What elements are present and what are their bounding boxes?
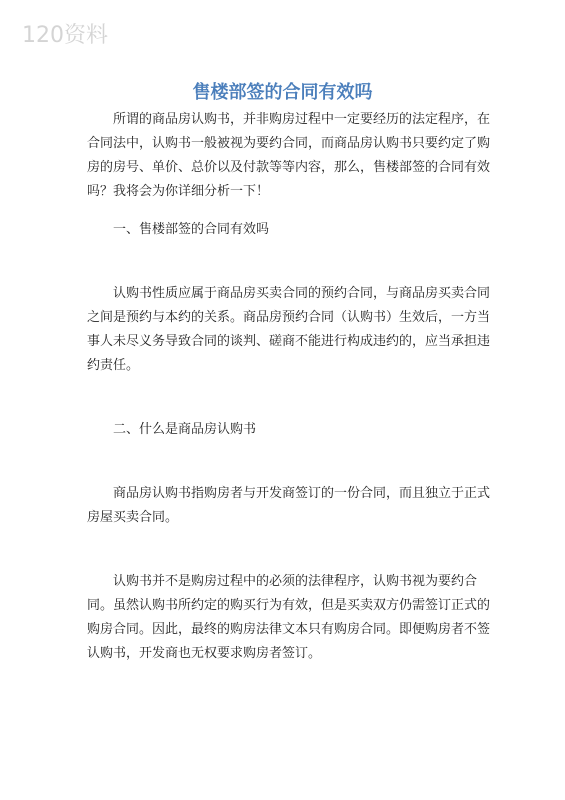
section-heading-2: 二、什么是商品房认购书 bbox=[113, 422, 257, 437]
paragraph-3: 认购书并不是购房过程中的必须的法律程序，认购书视为要约合同。虽然认购书所约定的购买行为有效，但是买卖双方仍需签订正式的购房合同。因此，最终的购房法律文本只有购房合同。即便购房者不签认购书，开发商也无权要求购房者签订。 bbox=[87, 574, 491, 661]
document-title: 售楼部签的合同有效吗 bbox=[192, 82, 373, 103]
section-heading-1: 一、售楼部签的合同有效吗 bbox=[113, 222, 270, 237]
document-body bbox=[87, 108, 495, 666]
paragraph-2: 商品房认购书指购房者与开发商签订的一份合同，而且独立于正式房屋买卖合同。 bbox=[87, 486, 491, 525]
paragraph-1: 认购书性质应属于商品房买卖合同的预约合同，与商品房买卖合同之间是预约与本约的关系。商品房预约合同（认购书）生效后，一方当事人未尽义务导致合同的谈判、磋商不能进行构成违约的，应当承担违约责任。 bbox=[87, 286, 491, 373]
intro-paragraph: 所谓的商品房认购书，并非购房过程中一定要经历的法定程序，在合同法中，认购书一般被视为要约合同，而商品房认购书只要约定了购房的房号、单价、总价以及付款等等内容，那么，售楼部签的合同有效吗？我将会为你详细分析一下！ bbox=[87, 112, 491, 199]
watermark-logo: 120资料 bbox=[22, 23, 108, 48]
